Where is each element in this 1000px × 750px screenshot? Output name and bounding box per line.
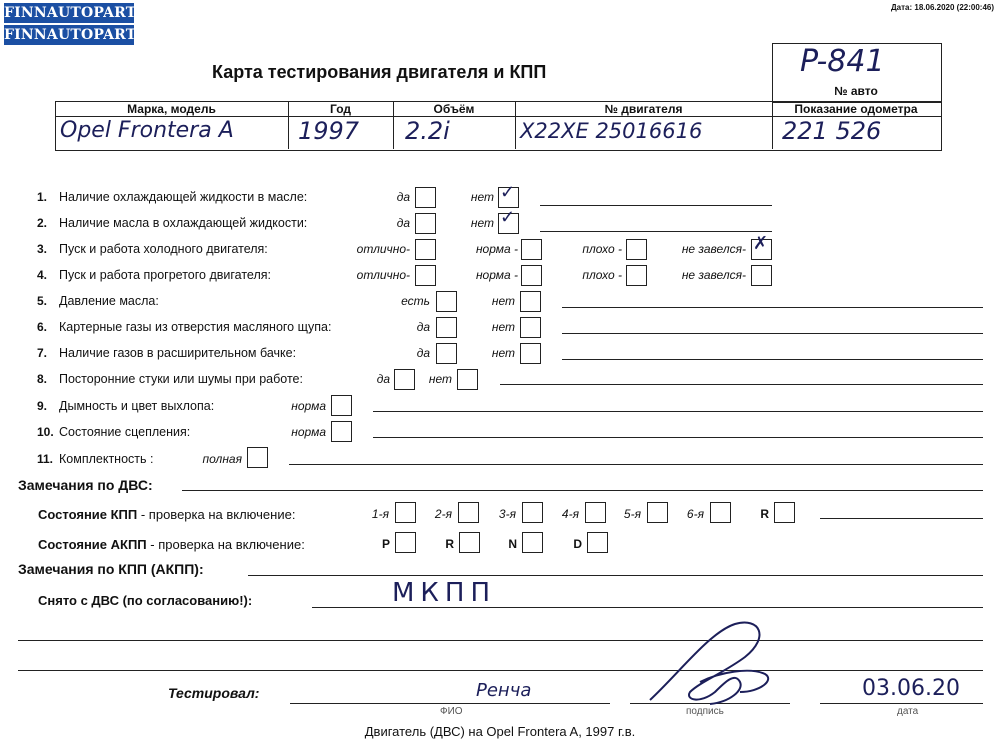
checkbox[interactable]	[774, 502, 795, 523]
answer-line	[562, 333, 983, 334]
item-label: Посторонние стуки или шумы при работе:	[59, 372, 303, 386]
answer-line	[373, 411, 983, 412]
checkbox[interactable]	[331, 395, 352, 416]
position-label: N	[508, 537, 517, 551]
item-label: Давление масла:	[59, 294, 159, 308]
position-label: D	[573, 537, 582, 551]
removed-value: МКПП	[392, 578, 496, 608]
checkbox[interactable]	[710, 502, 731, 523]
value-engine-number: X22XE 25016616	[520, 119, 703, 143]
option-label: да	[396, 190, 410, 204]
answer-line	[289, 464, 983, 465]
option-label: есть	[401, 294, 430, 308]
answer-line	[820, 518, 983, 519]
answer-line	[500, 384, 983, 385]
gear-label: R	[760, 507, 769, 521]
option-label: да	[396, 216, 410, 230]
header-odometer: Показание одометра	[794, 102, 918, 116]
checkbox[interactable]	[415, 265, 436, 286]
option-label: нет	[491, 320, 515, 334]
value-year: 1997	[298, 117, 360, 145]
logo-line-1: FINNAUTOPARTS	[4, 5, 147, 21]
option-label: плохо -	[582, 268, 622, 282]
checkbox[interactable]	[415, 239, 436, 260]
value-brand-model: Opel Frontera A	[60, 118, 234, 143]
auto-number-value: P-841	[800, 44, 885, 79]
gear-label: 4-я	[561, 507, 579, 521]
signature-caption: подпись	[686, 706, 724, 717]
checkmark-icon: ✓	[500, 182, 516, 202]
page-title: Карта тестирования двигателя и КПП	[212, 62, 547, 82]
checkbox[interactable]	[457, 369, 478, 390]
item-label: Пуск и работа холодного двигателя:	[59, 242, 268, 256]
option-label: отлично-	[356, 242, 410, 256]
value-volume: 2.2i	[405, 117, 450, 145]
option-label: полная	[202, 452, 242, 466]
option-label: норма	[291, 399, 326, 413]
checkbox[interactable]	[395, 502, 416, 523]
kpp-manual-label: Состояние КПП - проверка на включение:	[38, 507, 296, 522]
header-volume: Объём	[433, 102, 475, 116]
item-number: 2.	[37, 216, 48, 230]
item-label: Наличие охлаждающей жидкости в масле:	[59, 190, 308, 204]
position-label: P	[381, 537, 390, 551]
date-stamp: Дата: 18.06.2020 (22:00:46)	[890, 3, 994, 12]
answer-line	[373, 437, 983, 438]
item-number: 5.	[37, 294, 48, 308]
item-label: Наличие масла в охлаждающей жидкости:	[59, 216, 308, 230]
checkbox[interactable]	[647, 502, 668, 523]
cross-mark-icon: ✗	[753, 233, 769, 253]
checkbox[interactable]	[522, 532, 543, 553]
checkbox[interactable]	[247, 447, 268, 468]
blank-line	[18, 640, 983, 641]
checkbox[interactable]	[626, 239, 647, 260]
tested-by-label: Тестировал:	[168, 685, 260, 701]
option-label: нет	[491, 294, 515, 308]
option-label: не завелся-	[681, 242, 746, 256]
checkbox[interactable]	[751, 265, 772, 286]
gear-label: 2-я	[434, 507, 452, 521]
remarks-kpp-label: Замечания по КПП (АКПП):	[18, 561, 204, 577]
checkbox[interactable]	[626, 265, 647, 286]
answer-line	[182, 490, 983, 491]
position-label: R	[445, 537, 454, 551]
item-number: 4.	[37, 268, 48, 282]
item-number: 3.	[37, 242, 48, 256]
remarks-engine-label: Замечания по ДВС:	[18, 477, 153, 493]
option-label: не завелся-	[681, 268, 746, 282]
item-label: Состояние сцепления:	[59, 425, 191, 439]
option-label: да	[416, 346, 430, 360]
item-number: 10.	[37, 425, 54, 439]
item-number: 1.	[37, 190, 48, 204]
option-label: норма -	[475, 242, 518, 256]
item-label: Пуск и работа прогретого двигателя:	[59, 268, 271, 282]
checkbox[interactable]	[331, 421, 352, 442]
checkbox[interactable]	[585, 502, 606, 523]
item-label: Дымность и цвет выхлопа:	[59, 399, 215, 413]
checkmark-icon: ✓	[500, 207, 516, 227]
item-number: 11.	[37, 452, 54, 466]
gear-label: 6-я	[686, 507, 704, 521]
checkbox[interactable]	[520, 291, 541, 312]
checkbox[interactable]	[459, 532, 480, 553]
option-label: нет	[470, 216, 494, 230]
header-engine-number: № двигателя	[604, 102, 683, 116]
checkbox[interactable]	[521, 265, 542, 286]
checkbox[interactable]	[587, 532, 608, 553]
signature	[640, 612, 790, 712]
option-label: норма -	[475, 268, 518, 282]
checkbox[interactable]	[458, 502, 479, 523]
gear-label: 5-я	[623, 507, 641, 521]
item-number: 6.	[37, 320, 48, 334]
answer-line	[562, 359, 983, 360]
option-label: норма	[291, 425, 326, 439]
item-number: 9.	[37, 399, 48, 413]
option-label: плохо -	[582, 242, 622, 256]
test-date: 03.06.20	[862, 676, 960, 701]
answer-line	[248, 575, 983, 576]
answer-line	[562, 307, 983, 308]
checkbox[interactable]	[520, 317, 541, 338]
removed-label: Снято с ДВС (по согласованию!):	[38, 593, 253, 608]
option-label: да	[416, 320, 430, 334]
checkbox[interactable]	[521, 239, 542, 260]
option-label: отлично-	[356, 268, 410, 282]
logo-line-2: FINNAUTOPARTS	[4, 27, 147, 43]
image-caption: Двигатель (ДВС) на Opel Frontera A, 1997 г.в.	[364, 724, 636, 739]
item-number: 8.	[37, 372, 48, 386]
header-brand-model: Марка, модель	[127, 102, 216, 116]
item-label: Наличие газов в расширительном бачке:	[59, 346, 297, 360]
auto-number-label: № авто	[834, 84, 878, 98]
option-label: нет	[470, 190, 494, 204]
checkbox[interactable]	[522, 502, 543, 523]
name-line	[290, 703, 610, 704]
gear-label: 3-я	[498, 507, 516, 521]
name-caption: ФИО	[440, 706, 463, 717]
option-label: нет	[491, 346, 515, 360]
answer-line	[540, 231, 772, 232]
date-caption: дата	[897, 706, 919, 717]
item-number: 7.	[37, 346, 48, 360]
option-label: нет	[428, 372, 452, 386]
gear-label: 1-я	[371, 507, 389, 521]
checkbox[interactable]	[520, 343, 541, 364]
kpp-auto-label: Состояние АКПП - проверка на включение:	[38, 537, 305, 552]
checkbox[interactable]	[395, 532, 416, 553]
answer-line	[540, 205, 772, 206]
date-line	[820, 703, 983, 704]
header-year: Год	[330, 102, 351, 116]
value-odometer: 221 526	[782, 117, 882, 145]
item-label: Комплектность :	[59, 452, 154, 466]
blank-line	[18, 670, 983, 671]
checkbox[interactable]	[436, 317, 457, 338]
checkbox[interactable]	[436, 343, 457, 364]
checkbox[interactable]	[436, 291, 457, 312]
item-label: Картерные газы из отверстия масляного щупа:	[59, 320, 332, 334]
tester-name: Ренча	[476, 680, 532, 701]
option-label: да	[376, 372, 390, 386]
